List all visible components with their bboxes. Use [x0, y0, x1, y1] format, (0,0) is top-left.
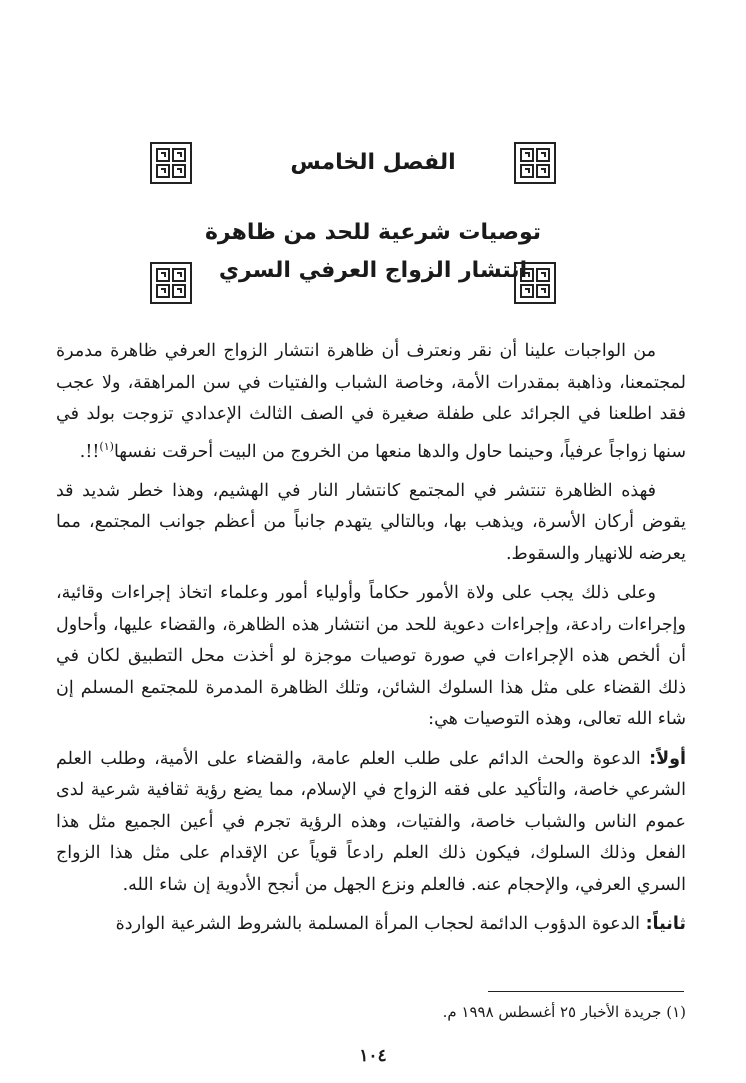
section-title-line1: توصيات شرعية للحد من ظاهرة	[204, 220, 542, 245]
footnote: (١) جريدة الأخبار ٢٥ أغسطس ١٩٩٨ م.	[442, 1003, 686, 1021]
page-number: ١٠٤	[359, 1046, 387, 1066]
paragraph-4-label: أولاً:	[649, 748, 686, 769]
paragraph-4	[56, 744, 686, 902]
ornament-right-bottom-icon	[512, 260, 558, 306]
paragraph-5-text: الدعوة الدؤوب الدائمة لحجاب المرأة المسلمة بالشروط الشرعية الواردة	[115, 914, 640, 935]
ornament-left-top-icon	[148, 140, 194, 186]
paragraph-2: فهذه الظاهرة تنتشر في المجتمع كانتشار النار في الهشيم، وهذا خطر شديد قد يقوض أركان الأسرة، ويذهب بها، وبالتالي يتهدم جانباً من أعظم جوانب المجتمع، مما يعرضه للانهيار والسقوط.	[56, 480, 686, 564]
chapter-title: الفصل الخامس	[290, 150, 456, 175]
body-text	[56, 336, 686, 949]
section-title-line2: انتشار الزواج العرفي السري	[218, 258, 528, 283]
footnote-divider	[488, 991, 684, 992]
paragraph-5-label: ثانياً:	[645, 914, 686, 935]
paragraph-4-text: الدعوة والحث الدائم على طلب العلم عامة، والقضاء على الأمية، وطلب العلم الشرعي خاصة، والتأكيد على فقه الزواج في الإسلام، مما يضع رؤية ثقافية شرعية لدى عموم الناس والشباب خاصة، والفتيات، وهذه الرؤية تجرم في أعين الجميع مثل هذا الفعل وذلك السلوك، فيكون ذلك العلم رادعاً قوياً عن الإقدام على مثل هذا الزواج السري العرفي، والإحجام عنه. فالعلم ونزع الجهل من أنجح الأدوية إن شاء الله.	[56, 748, 686, 895]
paragraph-5	[56, 909, 686, 941]
paragraph-1-text: من الواجبات علينا أن نقر ونعترف أن ظاهرة انتشار الزواج العرفي ظاهرة مدمرة لمجتمعنا، وذاهبة بمقدرات الأمة، وخاصة الشباب والفتيات في سن المراهقة، ولا عجب فقد اطلعنا في الجرائد على طفلة صغيرة في الصف الثالث الإعدادي تزوجت بولد في سنها زواجاً عرفياً، وحينما حاول والدها منعها من الخروج من البيت أحرقت نفسها	[56, 341, 686, 462]
paragraph-3: وعلى ذلك يجب على ولاة الأمور حكاماً وأولياء أمور وعلماء اتخاذ إجراءات وقائية، وإجراءات رادعة، وإجراءات دعوية للحد من انتشار هذه الظاهرة، والقضاء عليها، وأحاول أن ألخص هذه الإجراءات في صورة توصيات موجزة لو أخذت محل التطبيق لكان في ذلك القضاء على مثل هذا السلوك الشائن، وتلك الظاهرة المدمرة للمجتمع المسلم إن شاء الله تعالى، وهذه التوصيات هي:	[56, 583, 686, 730]
paragraph-1	[56, 336, 686, 468]
footnote-ref[interactable]: (١)	[99, 439, 114, 453]
paragraph-1-end: !!.	[79, 441, 100, 462]
ornament-left-bottom-icon	[148, 260, 194, 306]
